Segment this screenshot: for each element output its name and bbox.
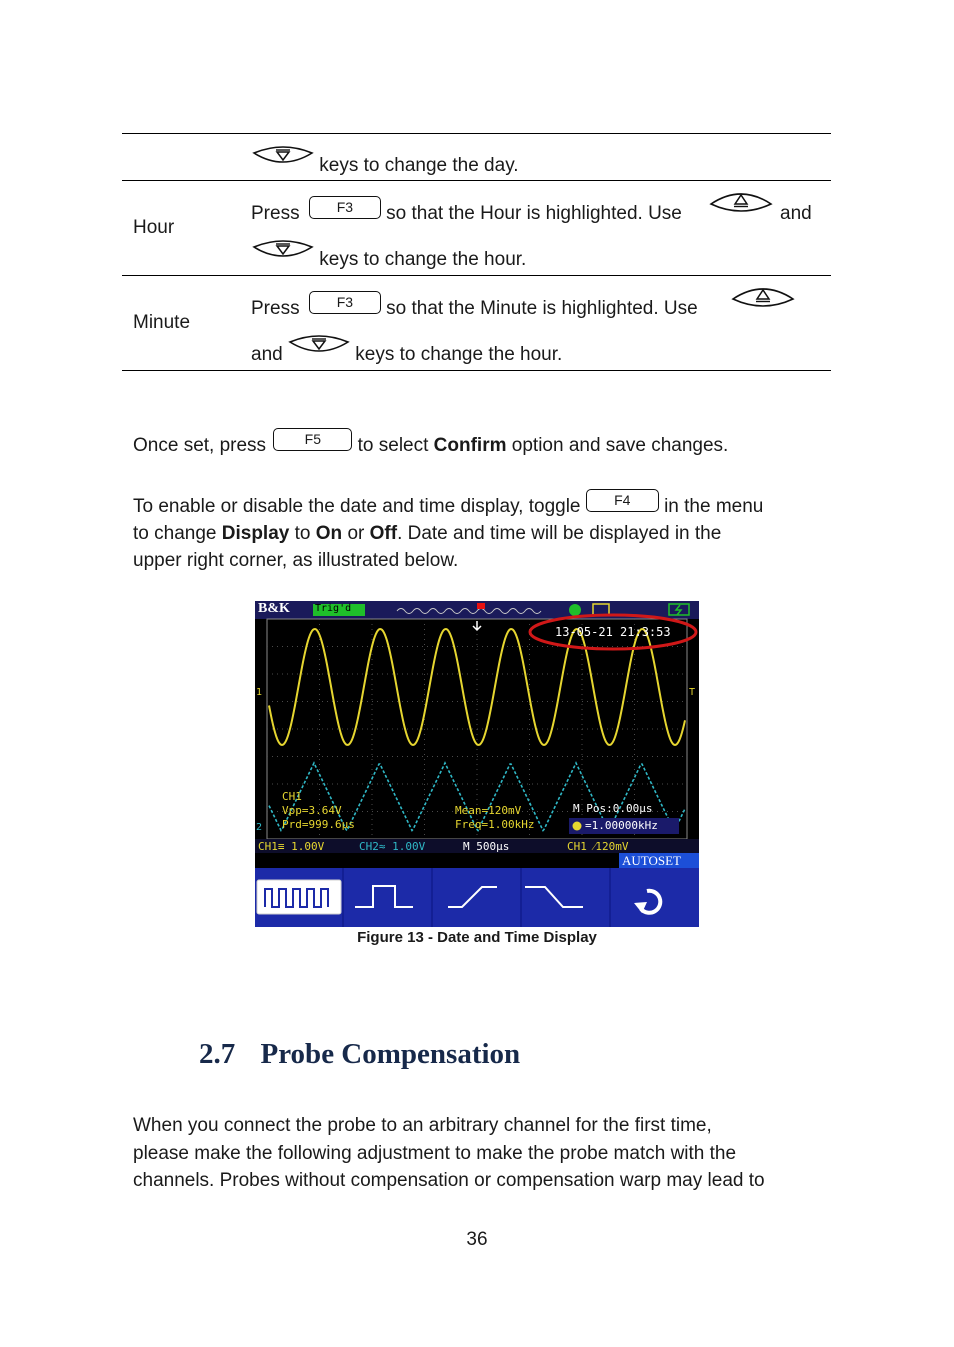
body-line-3: channels. Probes without compensation or compensation warp may lead to xyxy=(133,1170,765,1191)
off-bold: Off xyxy=(369,523,398,544)
counter-readout: =1.00000kHz xyxy=(585,819,658,832)
ch2-ground-marker: 2 xyxy=(256,822,263,833)
confirm-bold: Confirm xyxy=(433,435,507,456)
para1-post: option and save changes. xyxy=(511,435,729,456)
para-confirm xyxy=(133,432,728,459)
f3-key-icon: F3 xyxy=(309,291,381,314)
press-text: Press xyxy=(251,298,300,319)
display-bold: Display xyxy=(221,523,290,544)
page-number: 36 xyxy=(466,1229,488,1250)
para2-post: in the menu xyxy=(664,496,764,517)
para2-or: or xyxy=(347,523,365,544)
f3-key-icon: F3 xyxy=(309,196,381,219)
press-text: Press xyxy=(251,203,300,224)
hour-tail-text: keys to change the hour. xyxy=(319,249,527,270)
timebase-scale: M 500µs xyxy=(463,840,510,853)
ch2-scale: CH2≈ 1.00V xyxy=(359,840,426,853)
counter-icon xyxy=(573,822,582,831)
settings-status-icon xyxy=(569,604,581,616)
freq-readout: Freq=1.00kHz xyxy=(455,818,535,831)
para2-l2b: . Date and time will be displayed in the xyxy=(397,523,722,544)
ch1-ground-marker: 1 xyxy=(256,687,263,698)
scope-brand-logo: B&K xyxy=(258,601,290,616)
para2-l2a: to change xyxy=(133,523,217,544)
down-arrow-key-icon xyxy=(252,143,314,169)
table-row-minute-label: Minute xyxy=(133,312,191,333)
prd-readout: Prd=999.6µs xyxy=(282,818,355,831)
table-rule-1 xyxy=(122,180,831,181)
down-arrow-key-icon xyxy=(252,237,314,263)
f4-key-icon: F4 xyxy=(586,489,659,512)
ch1-measure-name: CH1 xyxy=(282,790,302,803)
body-line-2: please make the following adjustment to make the probe match with the xyxy=(133,1143,737,1164)
table-top-rule xyxy=(122,133,831,134)
para1-mid: to select xyxy=(357,435,429,456)
trigger-setting: CH1 ⁄120mV xyxy=(567,840,629,853)
trigger-level-marker: T xyxy=(689,687,696,698)
down-arrow-key-icon xyxy=(288,332,350,358)
table-bottom-rule xyxy=(122,370,831,371)
body-line-1: When you connect the probe to an arbitrary channel for the first time, xyxy=(133,1115,712,1136)
table-rule-2 xyxy=(122,275,831,276)
table-row0-text: keys to change the day. xyxy=(319,155,519,176)
up-arrow-key-icon xyxy=(731,283,795,316)
f5-key-icon: F5 xyxy=(273,428,352,451)
table-row-hour-line1 xyxy=(251,200,682,227)
datetime-display: 13-05-21 21:3:53 xyxy=(555,625,671,639)
table-row-day-cont xyxy=(252,152,519,179)
minute-and-text: and xyxy=(251,344,283,365)
table-row-hour-line2 xyxy=(252,246,526,273)
para2-to: to xyxy=(294,523,311,544)
para-display-line2 xyxy=(133,520,721,547)
section-title: Probe Compensation xyxy=(260,1038,521,1070)
oscilloscope-screenshot xyxy=(255,601,699,927)
vpp-readout: Vpp=3.64V xyxy=(282,804,342,817)
mpos-readout: M Pos:0.00µs xyxy=(573,802,653,815)
up-arrow-key-icon xyxy=(709,188,773,221)
on-bold: On xyxy=(315,523,343,544)
autoset-label: AUTOSET xyxy=(622,853,681,868)
minute-tail-text: keys to change the hour. xyxy=(355,344,563,365)
table-row-minute-line2 xyxy=(251,341,562,368)
ch1-scale: CH1≡ 1.00V xyxy=(258,840,325,853)
section-number: 2.7 xyxy=(199,1038,236,1070)
table-row-minute-line1 xyxy=(251,295,698,322)
hour-mid-text: so that the Hour is highlighted. Use xyxy=(386,203,682,224)
table-row-hour-label: Hour xyxy=(133,217,175,238)
para1-pre: Once set, press xyxy=(133,435,267,456)
trigd-label: Trig'd xyxy=(315,603,352,614)
para-display-line1 xyxy=(133,493,763,520)
para2-pre: To enable or disable the date and time display, toggle xyxy=(133,496,581,517)
mean-readout: Mean=120mV xyxy=(455,804,522,817)
hour-and-text: and xyxy=(780,203,812,224)
minute-mid-text: so that the Minute is highlighted. Use xyxy=(386,298,698,319)
para-display-line3: upper right corner, as illustrated below. xyxy=(133,550,459,571)
section-heading xyxy=(199,1038,520,1071)
figure-caption: Figure 13 - Date and Time Display xyxy=(357,929,597,946)
